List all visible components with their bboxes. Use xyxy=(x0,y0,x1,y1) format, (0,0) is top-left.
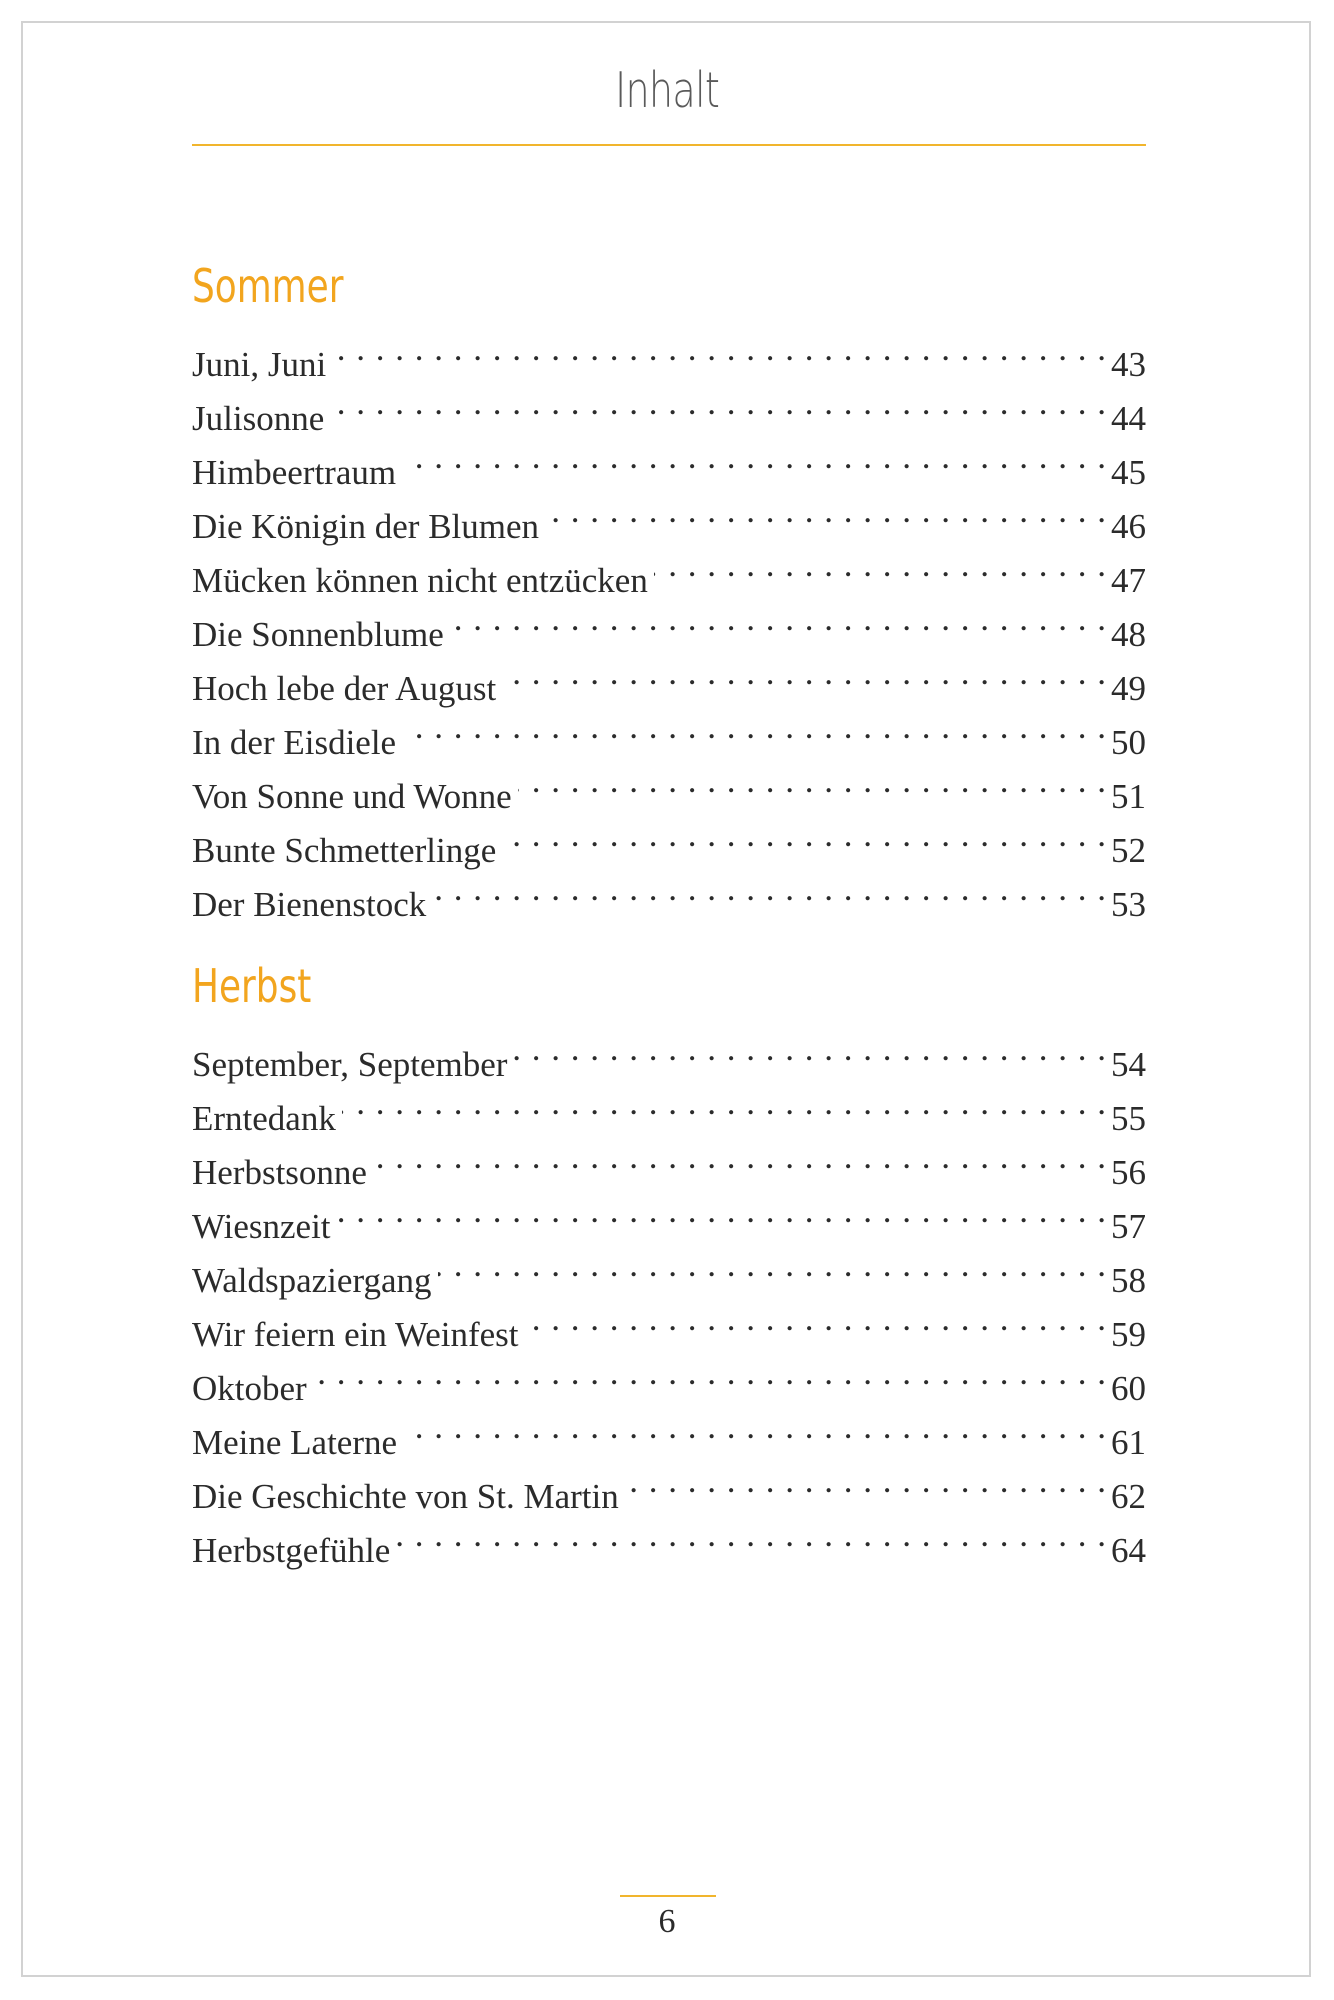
entry-title: Erntedank xyxy=(192,1099,336,1138)
entry-page-number: 58 xyxy=(1111,1261,1146,1300)
dot-leader xyxy=(396,1508,1107,1562)
entry-page-number: 51 xyxy=(1111,777,1146,816)
entry-title: In der Eisdiele xyxy=(192,723,397,762)
entry-title: Die Sonnenblume xyxy=(192,615,444,654)
toc-entry[interactable] xyxy=(192,1022,1146,1084)
footer-divider xyxy=(620,1895,716,1897)
dot-leader xyxy=(625,1454,1107,1508)
dot-leader xyxy=(438,1238,1108,1292)
dot-leader xyxy=(373,1130,1107,1184)
entry-page-number: 47 xyxy=(1111,561,1146,600)
toc-entry[interactable] xyxy=(192,1400,1146,1462)
entry-page-number: 44 xyxy=(1111,399,1146,438)
dot-leader xyxy=(337,1184,1107,1238)
dot-leader xyxy=(342,1076,1107,1130)
toc-section-herbst xyxy=(192,950,1146,1570)
entry-page-number: 55 xyxy=(1111,1099,1146,1138)
entry-page-number: 57 xyxy=(1111,1207,1146,1246)
dot-leader xyxy=(450,592,1107,646)
entry-title: Meine Laterne xyxy=(192,1423,398,1462)
entry-title: Hoch lebe der August xyxy=(192,669,497,708)
toc-section-sommer xyxy=(192,250,1146,924)
entry-title: Juni, Juni xyxy=(192,345,327,384)
entry-page-number: 45 xyxy=(1111,453,1146,492)
entry-page-number: 62 xyxy=(1111,1477,1146,1516)
entry-page-number: 50 xyxy=(1111,723,1146,762)
entry-page-number: 60 xyxy=(1111,1369,1146,1408)
entry-title: September, September xyxy=(192,1045,508,1084)
dot-leader xyxy=(313,1346,1107,1400)
dot-leader xyxy=(403,1400,1107,1454)
dot-leader xyxy=(402,430,1107,484)
entry-title: Bunte Schmetterlinge xyxy=(192,831,497,870)
entry-title: Die Geschichte von St. Martin xyxy=(192,1477,619,1516)
entry-title: Der Bienenstock xyxy=(192,885,427,924)
page-number: 6 xyxy=(658,1903,676,1940)
entry-page-number: 52 xyxy=(1111,831,1146,870)
entry-page-number: 54 xyxy=(1111,1045,1146,1084)
entry-page-number: 56 xyxy=(1111,1153,1146,1192)
dot-leader xyxy=(332,322,1107,376)
dot-leader xyxy=(330,376,1107,430)
entry-title: Mücken können nicht entzücken xyxy=(192,561,648,600)
entry-title: Herbstsonne xyxy=(192,1153,367,1192)
entry-title: Von Sonne und Wonne xyxy=(192,777,512,816)
entry-page-number: 53 xyxy=(1111,885,1146,924)
entry-page-number: 61 xyxy=(1111,1423,1146,1462)
dot-leader xyxy=(432,862,1107,916)
section-heading: Sommer xyxy=(192,259,344,313)
dot-leader xyxy=(502,808,1107,862)
dot-leader xyxy=(654,538,1107,592)
dot-leader xyxy=(545,484,1107,538)
table-of-contents xyxy=(192,250,1146,1570)
toc-entry[interactable] xyxy=(192,322,1146,384)
dot-leader xyxy=(525,1292,1107,1346)
entry-title: Die Königin der Blumen xyxy=(192,507,540,546)
dot-leader xyxy=(518,754,1107,808)
toc-entry[interactable] xyxy=(192,376,1146,438)
entry-page-number: 43 xyxy=(1111,345,1146,384)
entry-title: Julisonne xyxy=(192,399,325,438)
dot-leader xyxy=(502,646,1107,700)
entry-title: Herbstgefühle xyxy=(192,1531,391,1570)
toc-entry[interactable] xyxy=(192,1346,1146,1408)
entry-title: Wiesnzeit xyxy=(192,1207,331,1246)
section-heading: Herbst xyxy=(192,959,312,1013)
entry-title: Himbeertraum xyxy=(192,453,397,492)
entry-page-number: 46 xyxy=(1111,507,1146,546)
header-divider xyxy=(192,144,1146,146)
entry-title: Oktober xyxy=(192,1369,307,1408)
dot-leader xyxy=(513,1022,1107,1076)
entry-title: Waldspaziergang xyxy=(192,1261,432,1300)
entry-page-number: 48 xyxy=(1111,615,1146,654)
entry-page-number: 59 xyxy=(1111,1315,1146,1354)
toc-entry[interactable] xyxy=(192,430,1146,492)
entry-page-number: 49 xyxy=(1111,669,1146,708)
dot-leader xyxy=(402,700,1107,754)
entry-page-number: 64 xyxy=(1111,1531,1146,1570)
entry-title: Wir feiern ein Weinfest xyxy=(192,1315,519,1354)
page-title: Inhalt xyxy=(614,62,720,119)
